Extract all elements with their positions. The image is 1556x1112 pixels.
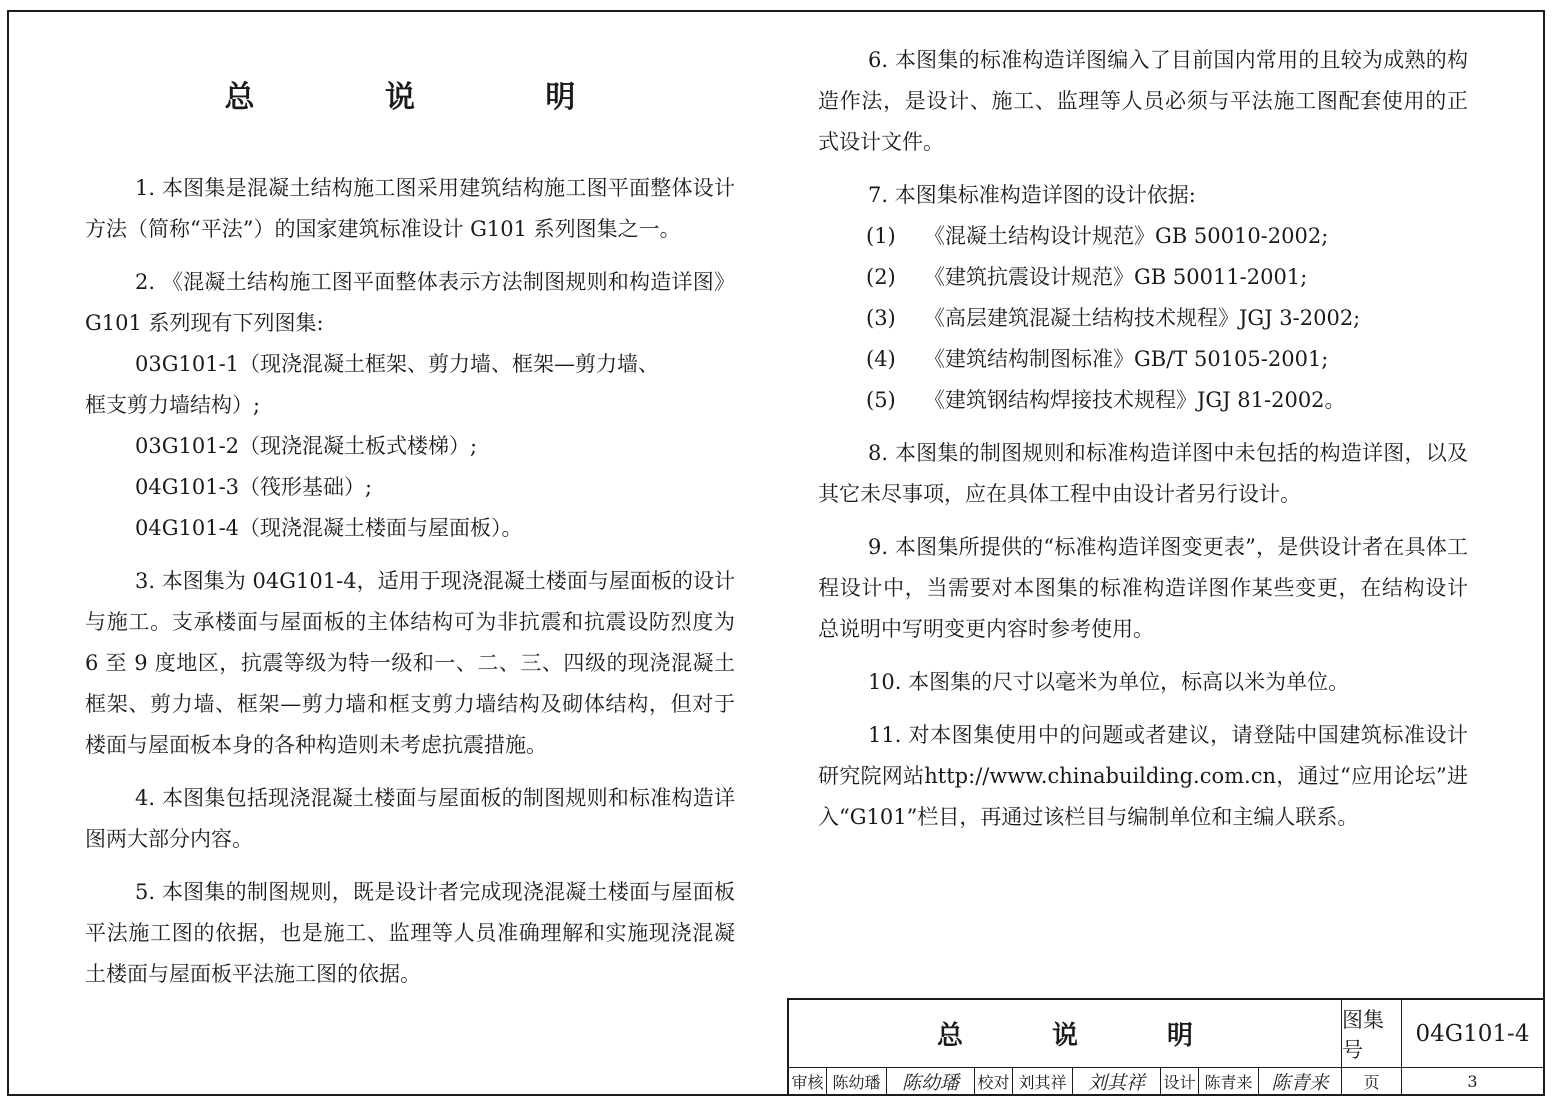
page-label: 页 — [1342, 1068, 1402, 1094]
set-number-label: 图集号 — [1342, 1000, 1402, 1068]
reviewer-name: 陈幼璠 — [827, 1068, 887, 1094]
reference-item: (1) 《混凝土结构设计规范》GB 50010-2002; — [866, 224, 1329, 248]
paragraph-9: 9. 本图集所提供的“标准构造详图变更表”，是供设计者在具体工程设计中，当需要对本图集的标准构造详图作某些变更，在结构设计总说明中写明变更内容时参考使用。 — [818, 535, 1468, 641]
right-column — [818, 40, 1468, 850]
review-label: 审核 — [789, 1068, 827, 1094]
designer-signature: 陈青来 — [1259, 1068, 1342, 1094]
paragraph-5: 5. 本图集的制图规则，既是设计者完成现浇混凝土楼面与屋面板平法施工图的依据，也是施工、监理等人员准确理解和实施现浇混凝土楼面与屋面板平法施工图的依据。 — [85, 880, 735, 986]
reviewer-signature: 陈幼璠 — [887, 1068, 975, 1094]
series-item-4: 04G101-4（现浇混凝土楼面与屋面板）。 — [135, 516, 523, 540]
series-item-3: 04G101-3（筏形基础）; — [135, 475, 373, 499]
paragraph-11: 11. 对本图集使用中的问题或者建议，请登陆中国建筑标准设计研究院网站http://www.chinabuilding.com.cn，通过“应用论坛”进入“G101”栏目，再通过该栏目与编制单位和主编人联系。 — [818, 723, 1468, 829]
checker-signature: 刘其祥 — [1073, 1068, 1161, 1094]
paragraph-4: 4. 本图集包括现浇混凝土楼面与屋面板的制图规则和标准构造详图两大部分内容。 — [85, 786, 735, 851]
reference-item: (2) 《建筑抗震设计规范》GB 50011-2001; — [866, 265, 1308, 289]
paragraph-8: 8. 本图集的制图规则和标准构造详图中未包括的构造详图，以及其它未尽事项，应在具体工程中由设计者另行设计。 — [818, 441, 1468, 506]
paragraph-10: 10. 本图集的尺寸以毫米为单位，标高以米为单位。 — [868, 670, 1350, 694]
series-item-1: 03G101-1（现浇混凝土框架、剪力墙、框架—剪力墙、 — [135, 352, 660, 376]
signature-row — [789, 1068, 1543, 1094]
reference-list — [818, 216, 1468, 421]
series-item-1-cont: 框支剪力墙结构）; — [85, 393, 261, 417]
designer-name: 陈青来 — [1199, 1068, 1259, 1094]
paragraph-3: 3. 本图集为 04G101-4，适用于现浇混凝土楼面与屋面板的设计与施工。支承楼面与屋面板的主体结构可为非抗震和抗震设防烈度为 6 至 9 度地区，抗震等级为特一级和一、二、三、四级的现浇混凝土框架、剪力墙、框架—剪力墙和框支剪力墙结构及砌体结构，但对于楼面与屋面板本身的各种构造则未考虑抗震措施。 — [85, 569, 735, 757]
check-label: 校对 — [975, 1068, 1013, 1094]
set-number-value: 04G101-4 — [1402, 1000, 1543, 1068]
title-block — [787, 998, 1545, 1096]
left-column — [85, 70, 735, 1007]
checker-name: 刘其祥 — [1013, 1068, 1073, 1094]
page-number: 3 — [1467, 1071, 1478, 1091]
design-label: 设计 — [1161, 1068, 1199, 1094]
paragraph-1: 1. 本图集是混凝土结构施工图采用建筑结构施工图平面整体设计方法（简称“平法”）的国家建筑标准设计 G101 系列图集之一。 — [85, 176, 735, 241]
reference-item: (5) 《建筑钢结构焊接技术规程》JGJ 81-2002。 — [866, 388, 1346, 412]
paragraph-7: 7. 本图集标准构造详图的设计依据: — [868, 183, 1196, 207]
paragraph-2: 2. 《混凝土结构施工图平面整体表示方法制图规则和构造详图》G101 系列现有下列图集: — [85, 270, 735, 335]
reference-item: (3) 《高层建筑混凝土结构技术规程》JGJ 3-2002; — [866, 306, 1361, 330]
page-title: 总 说 明 — [224, 80, 636, 115]
series-list — [85, 344, 735, 549]
paragraph-6: 6. 本图集的标准构造详图编入了目前国内常用的且较为成熟的构造作法，是设计、施工、监理等人员必须与平法施工图配套使用的正式设计文件。 — [818, 48, 1468, 154]
reference-item: (4) 《建筑结构制图标准》GB/T 50105-2001; — [866, 347, 1329, 371]
series-item-2: 03G101-2（现浇混凝土板式楼梯）; — [135, 434, 478, 458]
title-block-title: 总 说 明 — [789, 1000, 1342, 1068]
